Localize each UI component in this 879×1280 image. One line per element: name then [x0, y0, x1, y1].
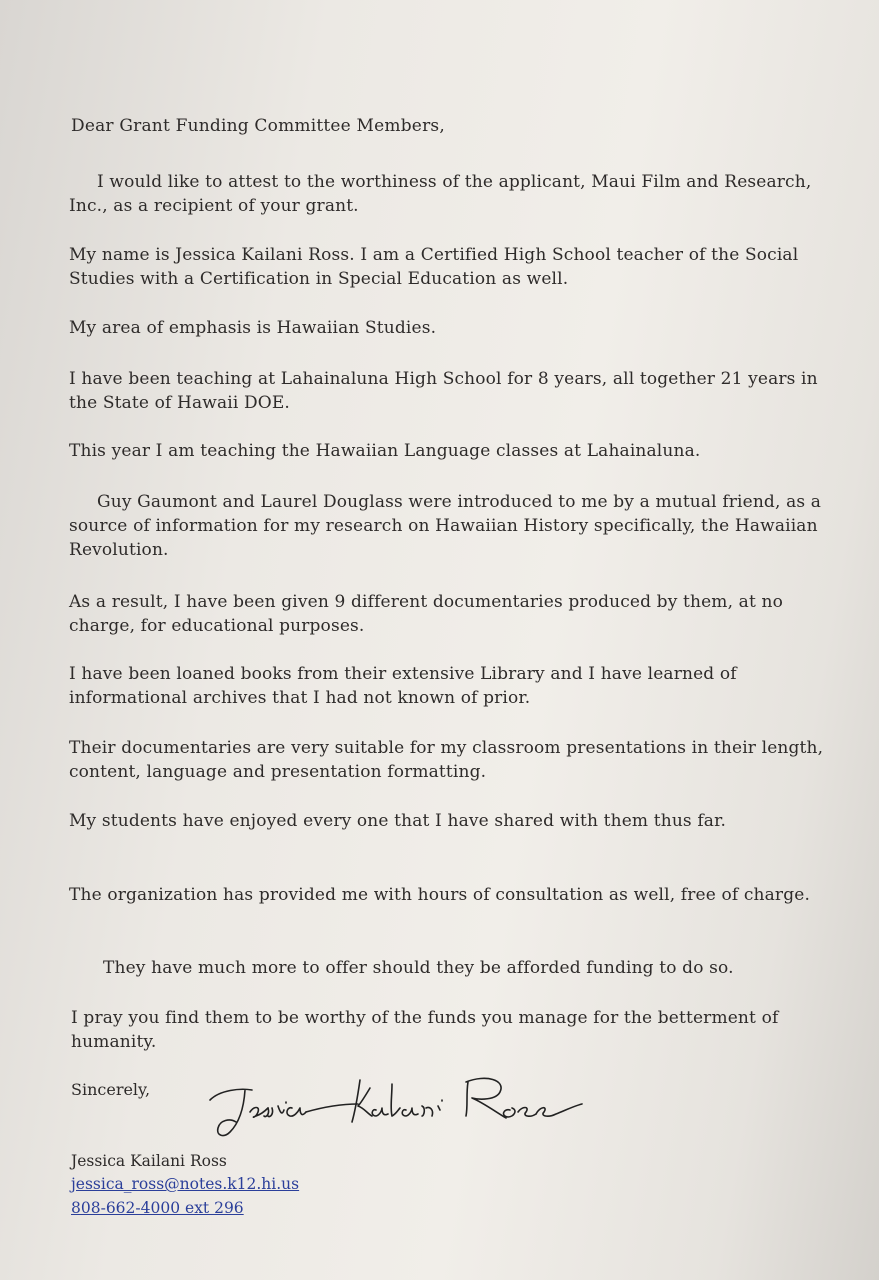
paragraph-students: My students have enjoyed every one that I have shared with them thus far.: [69, 811, 727, 831]
handwritten-signature: [200, 1060, 590, 1145]
closing: Sincerely,: [71, 1080, 151, 1099]
signer-phone-link[interactable]: 808-662-4000 ext 296: [71, 1199, 244, 1217]
paragraph-library: I have been loaned books from their extensive Library and I have learned of informational archives that I had not known of prior.: [69, 664, 737, 708]
paragraph-attestation: I would like to attest to the worthiness of the applicant, Maui Film and Research, Inc., as a recipient of your grant.: [69, 172, 812, 216]
paragraph-documentaries-given: As a result, I have been given 9 different documentaries produced by them, at no charge, for educational purposes.: [69, 592, 783, 636]
paragraph-suitability: Their documentaries are very suitable for my classroom presentations in their length, content, language and presentation formatting.: [69, 738, 824, 782]
paragraph-emphasis: My area of emphasis is Hawaiian Studies.: [69, 318, 437, 338]
salutation: Dear Grant Funding Committee Members,: [71, 116, 445, 136]
signer-name: Jessica Kailani Ross: [71, 1152, 227, 1170]
paragraph-introduction: My name is Jessica Kailani Ross. I am a Certified High School teacher of the Social Studies with a Certification in Special Education as well.: [69, 245, 799, 289]
signer-email-link[interactable]: jessica_ross@notes.k12.hi.us: [71, 1175, 300, 1193]
paragraph-teaching-history: I have been teaching at Lahainaluna High School for 8 years, all together 21 years in the State of Hawaii DOE.: [69, 369, 818, 413]
paragraph-introduced: Guy Gaumont and Laurel Douglass were introduced to me by a mutual friend, as a source of information for my research on Hawaiian History specifically, the Hawaiian Revolution.: [69, 492, 822, 560]
paragraph-prayer: I pray you find them to be worthy of the funds you manage for the betterment of humanity.: [71, 1008, 779, 1052]
paragraph-more-to-offer: They have much more to offer should they be afforded funding to do so.: [103, 958, 734, 978]
paragraph-current-classes: This year I am teaching the Hawaiian Language classes at Lahainaluna.: [69, 441, 701, 461]
paragraph-consultation: The organization has provided me with hours of consultation as well, free of charge.: [69, 885, 811, 905]
